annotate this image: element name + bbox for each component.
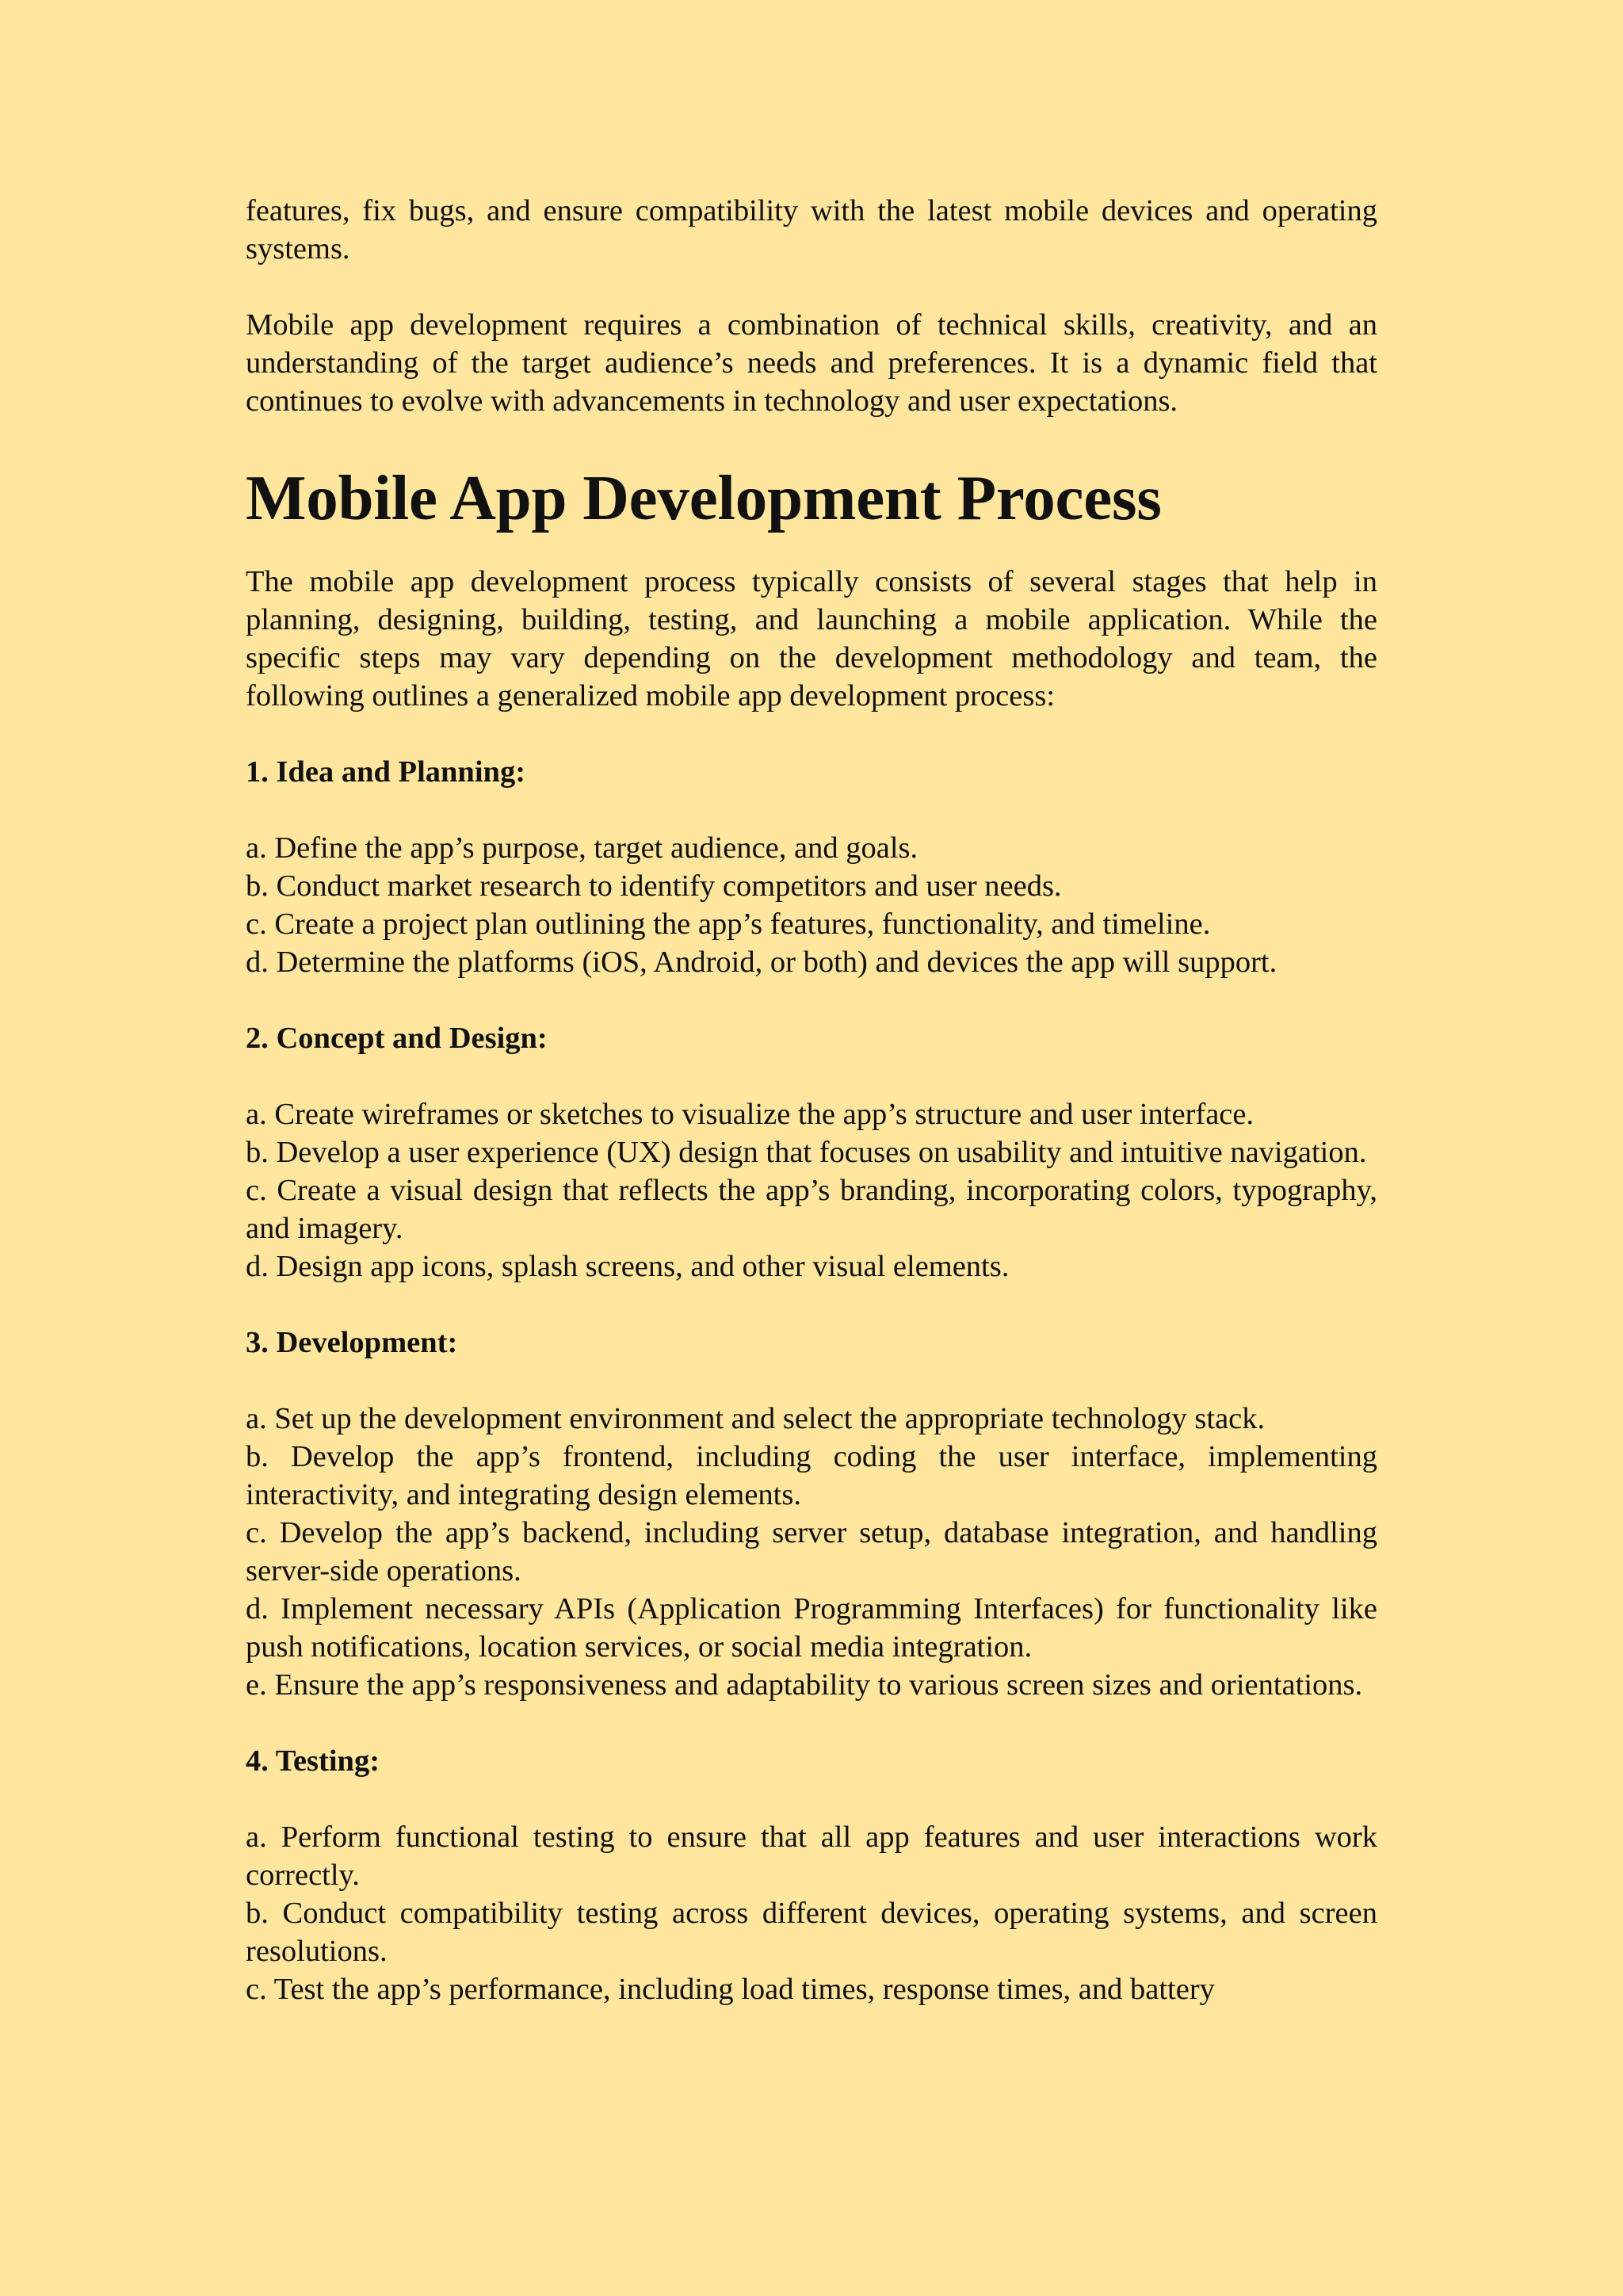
stage-heading: 1. Idea and Planning: xyxy=(246,755,526,789)
list-item: c. Develop the app’s backend, including server setup, database integration, and handling server-side operations. xyxy=(246,1516,1377,1587)
list-item: b. Develop the app’s frontend, including coding the user interface, implementing interactivity, and integrating design elements. xyxy=(246,1440,1377,1511)
list-item: c. Create a visual design that reflects the app’s branding, incorporating colors, typography, and imagery. xyxy=(246,1174,1377,1245)
list-item: a. Perform functional testing to ensure that all app features and user interactions work correctly. xyxy=(246,1820,1377,1892)
list-item: d. Determine the platforms (iOS, Android, or both) and devices the app will support. xyxy=(246,946,1277,979)
list-item: d. Design app icons, splash screens, and other visual elements. xyxy=(246,1250,1010,1283)
list-item: d. Implement necessary APIs (Application Programming Interfaces) for functionality like push notifications, location services, or social media integration. xyxy=(246,1592,1377,1664)
list-item: a. Define the app’s purpose, target audience, and goals. xyxy=(246,831,918,865)
list-item: a. Set up the development environment and select the appropriate technology stack. xyxy=(246,1402,1266,1435)
list-item: b. Develop a user experience (UX) design that focuses on usability and intuitive navigation. xyxy=(246,1136,1367,1169)
intro-paragraph: features, fix bugs, and ensure compatibility with the latest mobile devices and operating systems. xyxy=(246,194,1377,266)
list-item: b. Conduct market research to identify competitors and user needs. xyxy=(246,869,1062,903)
intro-paragraph: Mobile app development requires a combination of technical skills, creativity, and an understanding of the target audience’s needs and preferences. It is a dynamic field that continues to evolve with advancements in technology and user expectations. xyxy=(246,308,1377,418)
list-item: c. Test the app’s performance, including load times, response times, and battery xyxy=(246,1973,1215,2006)
list-item: e. Ensure the app’s responsiveness and adaptability to various screen sizes and orientations. xyxy=(246,1668,1363,1702)
stage-heading: 4. Testing: xyxy=(246,1744,380,1778)
list-item: a. Create wireframes or sketches to visualize the app’s structure and user interface. xyxy=(246,1098,1254,1131)
page-content xyxy=(246,192,1377,2008)
section-title: Mobile App Development Process xyxy=(246,462,1162,533)
stage-heading: 3. Development: xyxy=(246,1326,458,1359)
list-item: c. Create a project plan outlining the app’s features, functionality, and timeline. xyxy=(246,907,1211,941)
section-intro: The mobile app development process typically consists of several stages that help in planning, designing, building, testing, and launching a mobile application. While the specific steps may vary depending on the development methodology and team, the following outlines a generalized mobile app development process: xyxy=(246,565,1377,712)
stage-heading: 2. Concept and Design: xyxy=(246,1022,548,1055)
list-item: b. Conduct compatibility testing across different devices, operating systems, and screen resolutions. xyxy=(246,1897,1377,1968)
